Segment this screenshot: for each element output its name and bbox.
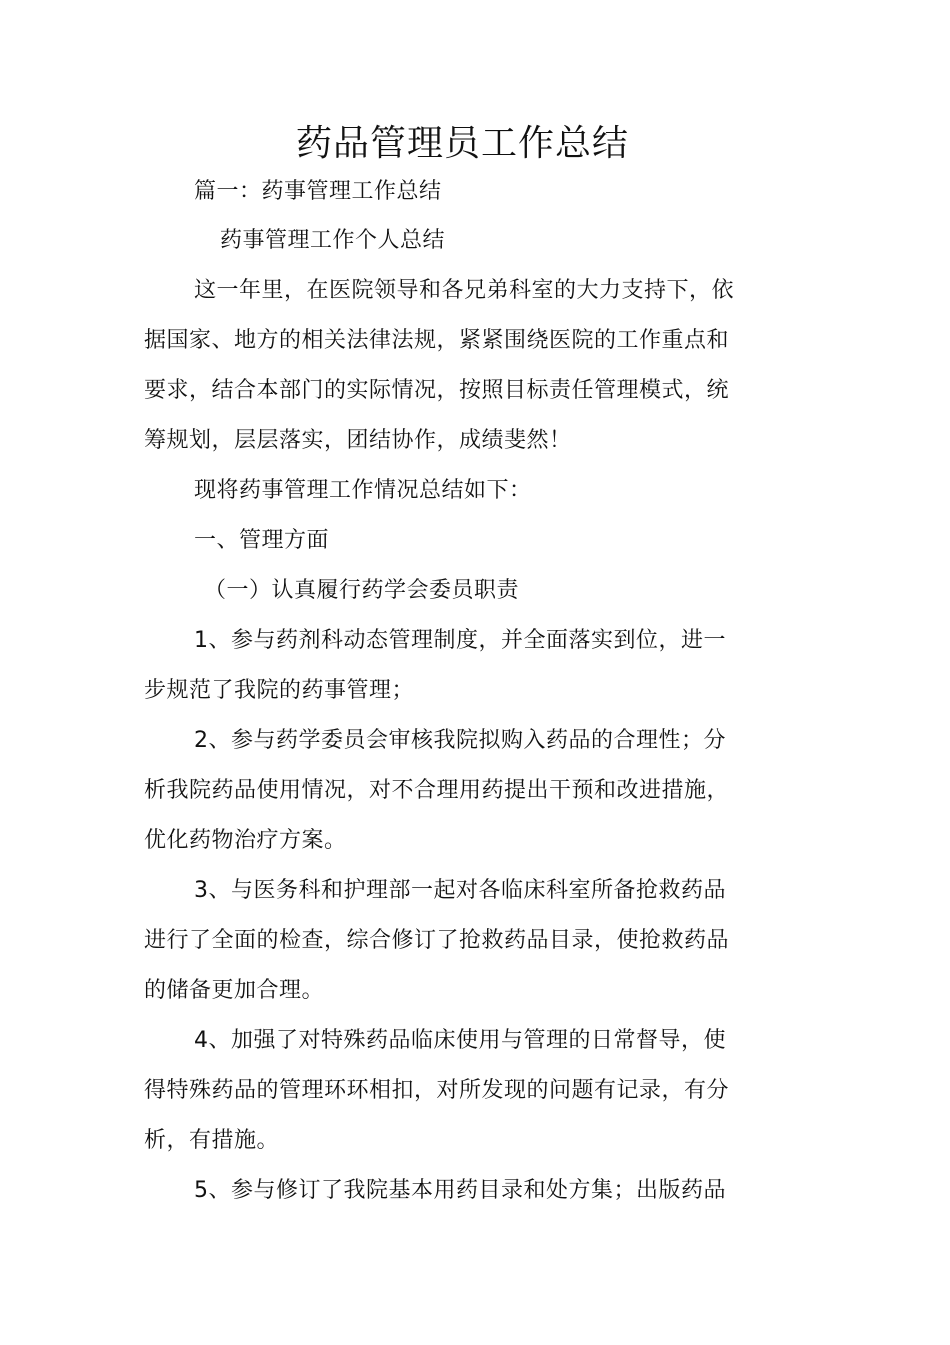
list-item-line: 析我院药品使用情况，对不合理用药提出干预和改进措施， — [144, 778, 730, 803]
paragraph-line: 据国家、地方的相关法律法规，紧紧围绕医院的工作重点和 — [144, 328, 730, 353]
list-item-line: 4、加强了对特殊药品临床使用与管理的日常督导，使 — [194, 1028, 726, 1053]
list-item-line: 1、参与药剂科动态管理制度，并全面落实到位，进一 — [194, 628, 726, 653]
list-item-line: 优化药物治疗方案。 — [144, 828, 347, 853]
paragraph-line: 筹规划，层层落实，团结协作，成绩斐然！ — [144, 428, 572, 453]
list-item-line: 5、参与修订了我院基本用药目录和处方集；出版药品 — [194, 1178, 726, 1203]
heading-management: 一、管理方面 — [194, 528, 330, 553]
list-item-line: 3、与医务科和护理部一起对各临床科室所备抢救药品 — [194, 878, 726, 903]
list-item-line: 进行了全面的检查，综合修订了抢救药品目录，使抢救药品 — [144, 928, 730, 953]
list-item-line: 2、参与药学委员会审核我院拟购入药品的合理性；分 — [194, 728, 726, 753]
list-item-line: 析，有措施。 — [144, 1128, 280, 1153]
paragraph-lead: 现将药事管理工作情况总结如下： — [194, 478, 532, 503]
list-item-line: 步规范了我院的药事管理； — [144, 678, 415, 703]
document-title: 药品管理员工作总结 — [295, 123, 629, 164]
paragraph-line: 这一年里，在医院领导和各兄弟科室的大力支持下，依 — [194, 278, 735, 303]
heading-committee-duties: （一）认真履行药学会委员职责 — [204, 578, 520, 603]
list-item-line: 的储备更加合理。 — [144, 978, 325, 1003]
paragraph-line: 要求，结合本部门的实际情况，按照目标责任管理模式，统 — [144, 378, 730, 403]
list-item-line: 得特殊药品的管理环环相扣，对所发现的问题有记录，有分 — [144, 1078, 730, 1103]
section-heading: 篇一：药事管理工作总结 — [194, 179, 442, 204]
subheading: 药事管理工作个人总结 — [220, 228, 446, 253]
